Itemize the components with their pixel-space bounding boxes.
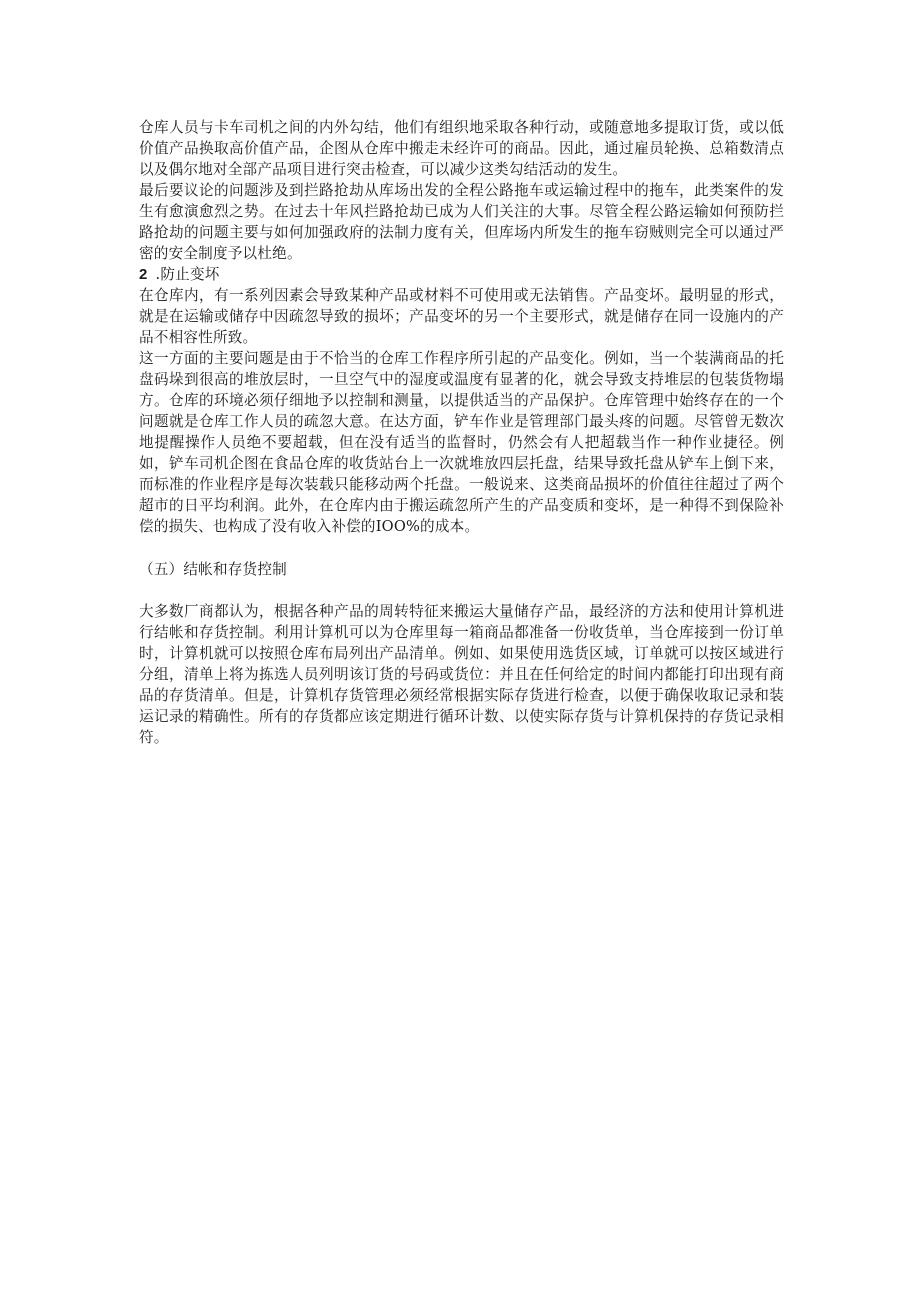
paragraph-hijacking: 最后要议论的问题涉及到拦路抢劫从库场出发的全程公路拖车或运输过程中的拖车，此类案件的发生有愈演愈烈之势。在过去十年风拦路抢劫已成为人们关注的大事。尽管全程公路运输如何预防拦路抢劫的问题主要与如何加强政府的法制力度有关，但库场内所发生的拖车窃贼则完全可以通过严密的安全制度予以杜绝。: [139, 182, 784, 262]
paragraph-damage-intro: 在仓库内，有一系列因素会导致某种产品或材料不可使用或无法销售。产品变坏。最明显的形式，就是在运输或储存中因疏忽导致的损坏；产品变坏的另一个主要形式，就是储存在同一设施内的产品不相容性所致。: [139, 287, 784, 346]
heading-prevent-damage: [139, 264, 784, 285]
paragraph-billing-inventory: 大多数厂商都认为，根据各种产品的周转特征来搬运大量储存产品，最经济的方法和使用计算机进行结帐和存货控制。利用计算机可以为仓库里每一箱商品都准备一份收货单，当仓库接到一份订单时，计算机就可以按照仓库布局列出产品清单。例如、如果使用选货区域，订单就可以按区域进行分组，清单上将为拣选人员列明该订货的号码或货位：并且在任何给定的时间内都能打印出现有商品的存货清单。但是，计算机存货管理必须经常根据实际存货进行检查，以便于确保收取记录和装运记录的精确性。所有的存货都应该定期进行循环计数、以使实际存货与计算机保持的存货记录相符。: [139, 603, 784, 746]
section-spacer: [139, 580, 784, 601]
section-title-billing: （五）结帐和存货控制: [139, 561, 287, 578]
heading-number: 2: [139, 266, 148, 283]
paragraph-damage-detail: 这一方面的主要问题是由于不恰当的仓库工作程序所引起的产品变化。例如，当一个装满商品的托盘码垛到很高的堆放层时，一旦空气中的湿度或温度有显著的化，就会导致支持堆层的包装货物塌方。仓库的环境必须仔细地予以控制和测量，以提供适当的产品保护。仓库管理中始终存在的一个问题就是仓库工作人员的疏忽大意。在达方面，铲车作业是管理部门最头疼的问题。尽管曾无数次地提醒操作人员绝不要超载，但在没有适当的监督时，仍然会有人把超载当作一种作业捷径。例如，铲车司机企图在食品仓库的收货站台上一次就堆放四层托盘，结果导致托盘从铲车上倒下来，而标准的作业程序是每次装载只能移动两个托盘。一般说来、这类商品损坏的价值往往超过了两个超市的日平均利润。此外，在仓库内由于搬运疏忽所产生的产品变质和变坏，是一种得不到保险补偿的损失、也构成了没有收入补偿的IOO%的成本。: [139, 350, 784, 535]
paragraph-collusion: 仓库人员与卡车司机之间的内外勾结，他们有组织地采取各种行动，或随意地多提取订货，或以低价值产品换取高价值产品，企图从仓库中搬走未经许可的商品。因此，通过雇员轮换、总箱数清点以及偶尔地对全部产品项目进行突击检查，可以减少这类勾结活动的发生。: [139, 119, 784, 178]
document-body: [139, 117, 784, 748]
heading-text: .防止变坏: [155, 266, 220, 283]
